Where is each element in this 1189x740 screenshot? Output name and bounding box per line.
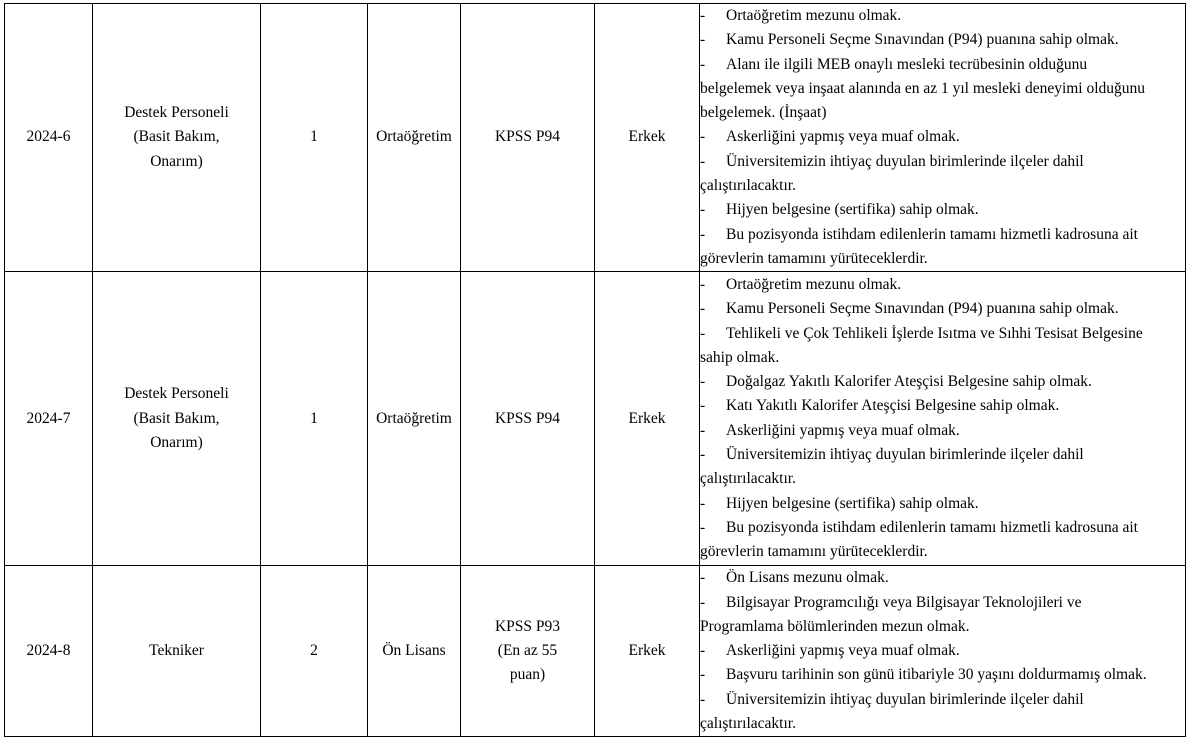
table-row xyxy=(5,566,1186,737)
requirement-text: Hijyen belgesine (sertifika) sahip olmak. xyxy=(726,494,979,512)
position-title-cell-line: Onarım) xyxy=(150,433,203,451)
position-title-cell-line: Onarım) xyxy=(150,152,203,170)
bullet-dash: - xyxy=(700,225,706,243)
table-row xyxy=(5,4,1186,272)
gender-cell: Erkek xyxy=(595,4,700,272)
exam-score-cell xyxy=(461,272,595,566)
requirement-text: çalıştırılacaktır. xyxy=(700,177,796,195)
exam-score-cell-line: KPSS P94 xyxy=(494,128,561,146)
requirement-line xyxy=(700,566,1185,590)
requirement-line xyxy=(700,53,1185,77)
requirement-text: çalıştırılacaktır. xyxy=(700,715,796,733)
bullet-dash: - xyxy=(700,446,706,464)
bullet-dash: - xyxy=(700,201,706,219)
requirement-text: Ortaöğretim mezunu olmak. xyxy=(726,7,902,24)
bullet-dash: - xyxy=(700,300,706,318)
requirement-line xyxy=(700,322,1185,346)
requirement-line xyxy=(700,663,1185,687)
position-count-cell: 1 xyxy=(261,4,368,272)
requirement-line xyxy=(700,247,1185,271)
bullet-dash: - xyxy=(700,518,706,536)
position-count-cell: 2 xyxy=(261,566,368,737)
requirement-line xyxy=(700,419,1185,443)
requirement-text: Programlama bölümlerinden mezun olmak. xyxy=(700,617,970,635)
requirements-cell xyxy=(700,4,1186,272)
requirement-text: Üniversitemizin ihtiyaç duyulan birimlerinde ilçeler dahil xyxy=(726,446,1084,464)
requirement-line xyxy=(700,150,1185,174)
education-level-cell: Ortaöğretim xyxy=(368,4,461,272)
exam-score-cell-line: puan) xyxy=(509,666,546,684)
job-requirements-table xyxy=(4,3,1186,737)
position-title-cell-line: (Basit Bakım, xyxy=(133,128,220,146)
position-code-cell: 2024-7 xyxy=(5,272,93,566)
requirement-text: Askerliğini yapmış veya muaf olmak. xyxy=(726,642,960,660)
requirement-line xyxy=(700,125,1185,149)
requirement-line xyxy=(700,467,1185,491)
requirement-line xyxy=(700,101,1185,125)
education-level-cell: Ön Lisans xyxy=(368,566,461,737)
position-count-cell: 1 xyxy=(261,272,368,566)
exam-score-cell-line: KPSS P93 xyxy=(494,617,561,635)
bullet-dash: - xyxy=(700,690,706,708)
position-title-cell-line: Destek Personeli xyxy=(124,104,229,122)
bullet-dash: - xyxy=(700,666,706,684)
requirement-text: belgelemek veya inşaat alanında en az 1 yıl mesleki deneyimi olduğunu xyxy=(700,79,1146,97)
requirement-line xyxy=(700,346,1185,370)
position-title-cell xyxy=(93,272,261,566)
requirement-text: Katı Yakıtlı Kalorifer Ateşçisi Belgesine sahip olmak. xyxy=(726,397,1060,415)
bullet-dash: - xyxy=(700,642,706,660)
requirement-line xyxy=(700,394,1185,418)
position-code-cell: 2024-6 xyxy=(5,4,93,272)
bullet-dash: - xyxy=(700,421,706,439)
bullet-dash: - xyxy=(700,324,706,342)
bullet-dash: - xyxy=(700,569,706,587)
bullet-dash: - xyxy=(700,152,706,170)
bullet-dash: - xyxy=(700,128,706,146)
requirement-text: Ortaöğretim mezunu olmak. xyxy=(726,275,902,293)
gender-cell: Erkek xyxy=(595,272,700,566)
bullet-dash: - xyxy=(700,494,706,512)
position-title-cell xyxy=(93,566,261,737)
requirement-text: Başvuru tarihinin son günü itibariyle 30 yaşını doldurmamış olmak. xyxy=(726,666,1147,684)
requirement-line xyxy=(700,492,1185,516)
exam-score-cell xyxy=(461,4,595,272)
exam-score-cell-line: KPSS P94 xyxy=(494,409,561,427)
table-body xyxy=(5,4,1186,737)
requirement-text: çalıştırılacaktır. xyxy=(700,470,796,488)
requirement-line xyxy=(700,77,1185,101)
bullet-dash: - xyxy=(700,275,706,293)
table-row xyxy=(5,272,1186,566)
requirement-text: görevlerin tamamını yürüteceklerdir. xyxy=(700,249,928,267)
bullet-dash: - xyxy=(700,31,706,49)
requirement-line xyxy=(700,370,1185,394)
bullet-dash: - xyxy=(700,7,706,24)
requirement-line xyxy=(700,297,1185,321)
requirement-line xyxy=(700,516,1185,540)
requirement-line xyxy=(700,712,1185,736)
requirement-text: Üniversitemizin ihtiyaç duyulan birimlerinde ilçeler dahil xyxy=(726,152,1084,170)
requirement-line xyxy=(700,615,1185,639)
requirement-text: belgelemek. (İnşaat) xyxy=(700,104,827,122)
requirement-line xyxy=(700,540,1185,564)
requirement-text: Bu pozisyonda istihdam edilenlerin tamamı hizmetli kadrosuna ait xyxy=(726,225,1138,243)
requirement-line xyxy=(700,639,1185,663)
requirements-cell xyxy=(700,566,1186,737)
requirement-line xyxy=(700,198,1185,222)
bullet-dash: - xyxy=(700,55,706,73)
requirement-text: Ön Lisans mezunu olmak. xyxy=(726,569,889,587)
bullet-dash: - xyxy=(700,373,706,391)
position-title-cell-line: Tekniker xyxy=(149,642,204,660)
requirement-text: Tehlikeli ve Çok Tehlikeli İşlerde Isıtma ve Sıhhi Tesisat Belgesine xyxy=(726,324,1143,342)
position-title-cell-line: Destek Personeli xyxy=(124,385,229,403)
requirement-line xyxy=(700,443,1185,467)
requirement-line xyxy=(700,174,1185,198)
gender-cell: Erkek xyxy=(595,566,700,737)
requirement-text: sahip olmak. xyxy=(700,348,780,366)
requirement-line xyxy=(700,688,1185,712)
exam-score-cell-line: (En az 55 xyxy=(497,642,558,660)
requirement-line xyxy=(700,28,1185,52)
requirement-text: Bilgisayar Programcılığı veya Bilgisayar Teknolojileri ve xyxy=(726,593,1082,611)
requirement-text: Üniversitemizin ihtiyaç duyulan birimlerinde ilçeler dahil xyxy=(726,690,1084,708)
requirement-text: görevlerin tamamını yürüteceklerdir. xyxy=(700,543,928,561)
bullet-dash: - xyxy=(700,397,706,415)
requirement-line xyxy=(700,273,1185,297)
bullet-dash: - xyxy=(700,593,706,611)
requirement-text: Doğalgaz Yakıtlı Kalorifer Ateşçisi Belgesine sahip olmak. xyxy=(726,373,1092,391)
education-level-cell: Ortaöğretim xyxy=(368,272,461,566)
requirement-text: Askerliğini yapmış veya muaf olmak. xyxy=(726,128,960,146)
requirement-text: Kamu Personeli Seçme Sınavından (P94) puanına sahip olmak. xyxy=(726,300,1119,318)
requirements-cell xyxy=(700,272,1186,566)
requirement-text: Alanı ile ilgili MEB onaylı mesleki tecrübesinin olduğunu xyxy=(726,55,1088,73)
requirement-text: Bu pozisyonda istihdam edilenlerin tamamı hizmetli kadrosuna ait xyxy=(726,518,1138,536)
requirement-line xyxy=(700,591,1185,615)
position-code-cell: 2024-8 xyxy=(5,566,93,737)
requirement-text: Kamu Personeli Seçme Sınavından (P94) puanına sahip olmak. xyxy=(726,31,1119,49)
exam-score-cell xyxy=(461,566,595,737)
requirement-text: Askerliğini yapmış veya muaf olmak. xyxy=(726,421,960,439)
position-title-cell xyxy=(93,4,261,272)
requirement-line xyxy=(700,223,1185,247)
position-title-cell-line: (Basit Bakım, xyxy=(133,409,220,427)
requirement-line xyxy=(700,4,1185,28)
requirement-text: Hijyen belgesine (sertifika) sahip olmak. xyxy=(726,201,979,219)
